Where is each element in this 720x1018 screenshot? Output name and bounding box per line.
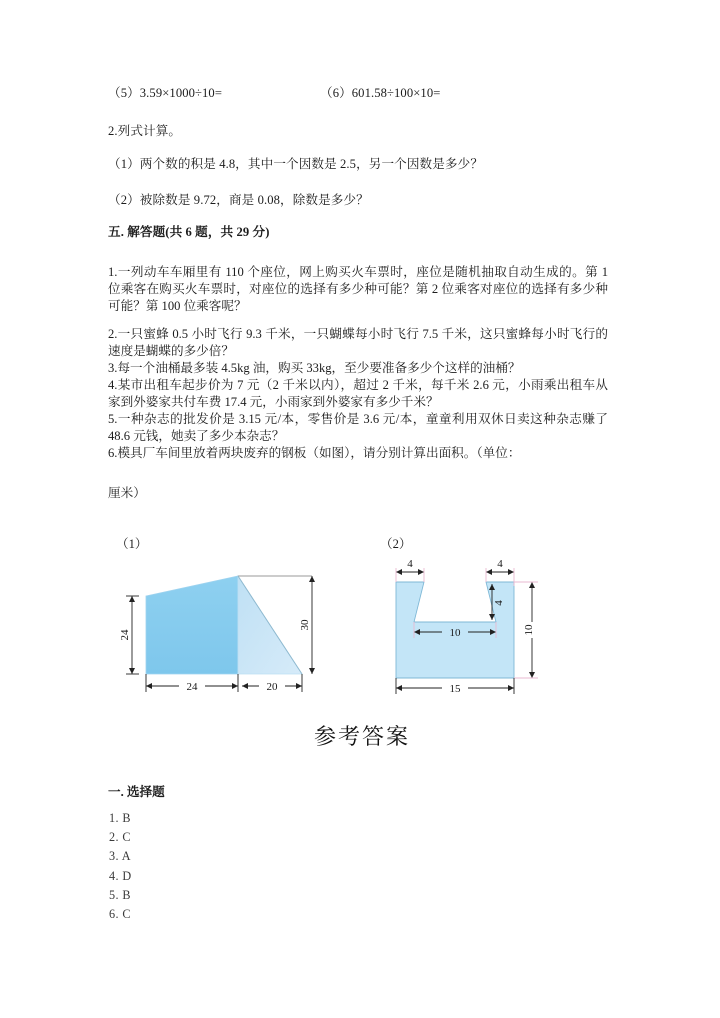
figure-2-dim-inner-depth: 4 [493,600,505,606]
figure-1-left-body [146,576,238,674]
figure-2-dim-bottom-arrow-l [396,685,402,691]
figure-2-svg [380,556,612,696]
answer-item: 6. C [109,907,131,922]
answer-item: 1. B [109,811,131,825]
figure-2-dim-inner-width: 10 [449,627,461,639]
figure-1-dim-bottom-right-arrow-r [296,683,302,689]
figures-row [108,536,616,706]
figure-1 [116,536,366,696]
figure-2-dim-right-height: 10 [523,624,535,636]
figure-1-dim-bottom-left-arrow-r [232,683,238,689]
figure-1-caption: （1） [116,537,148,551]
answer-item: 5. B [109,887,131,902]
figure-2-dim-top-left: 4 [407,558,413,570]
figure-2-dim-depth-arrow-bottom [489,614,495,620]
figure-1-dim-left-arrow-top [129,596,135,602]
figure-2-dim-bottom-width: 15 [449,683,461,695]
figure-2-dim-right-arrow-top [529,582,535,588]
problem-2: 2.一只蜜蜂 0.5 小时飞行 9.3 千米，一只蝴蝶每小时飞行 7.5 千米，这只蜜蜂每小时飞行的速度是蝴蝶的多少倍？ [108,327,608,359]
figure-2-dim-topleft-arrow-l [396,569,402,575]
figure-1-dim-right-arrow-top [309,576,315,582]
figure-2-dim-top-right: 4 [497,558,503,570]
figure-1-svg [116,556,364,696]
question-2-sub-1: （1）两个数的积是 4.8，其中一个因数是 2.5，另一个因数是多少？ [108,157,484,171]
figure-2-dim-topleft-arrow-r [418,569,424,575]
figure-2-dim-right-arrow-bottom [529,672,535,678]
problem-5: 5.一种杂志的批发价是 3.15 元/本，零售价是 3.6 元/本，童童利用双休日卖这种杂志赚了 48.6 元钱，她卖了多少本杂志？ [108,412,608,444]
figure-2-caption: （2） [380,537,412,551]
figure-1-dim-left-arrow-bottom [129,668,135,674]
figure-2-drawing [380,556,616,696]
figure-1-dim-bottom-right-arrow-l [242,683,248,689]
arithmetic-item-6: （6）601.58÷100×10= [320,86,441,100]
problem-1: 1.一列动车车厢里有 110 个座位，网上购买火车票时，座位是随机抽取自动生成的。第 1 位乘客在购买火车票时，对座位的选择有多少种可能？第 2 位乘客对座位的选择有多少种可能？第 100 位乘客呢？ [108,265,608,314]
problem-6-continuation: 厘米） [108,486,146,500]
problem-3: 3.每一个油桶最多装 4.5kg 油，购买 33kg，至少要准备多少个这样的油桶？ [108,361,521,375]
section-header-five: 五. 解答题(共 6 题，共 29 分) [108,225,270,239]
figure-1-dim-bottom-right: 20 [266,681,278,693]
question-2-sub-2: （2）被除数是 9.72，商是 0.08，除数是多少？ [108,193,369,207]
answers-section-header: 一. 选择题 [108,785,165,799]
figure-2-dim-bottom-arrow-r [508,685,514,691]
problem-4: 4.某市出租车起步价为 7 元（2 千米以内），超过 2 千米，每千米 2.6 元，小雨乘出租车从家到外婆家共付车费 17.4 元，小雨家到外婆家有多少千米？ [108,378,608,410]
answer-item: 3. A [109,849,131,864]
figure-2 [380,536,616,696]
answers-title: 参考答案 [313,724,410,749]
figure-2-dim-topright-arrow-r [508,569,514,575]
figure-2-dim-topright-arrow-l [486,569,492,575]
figure-1-dim-right-height: 30 [299,619,311,631]
answer-item: 2. C [109,830,131,845]
figure-1-dim-bottom-left: 24 [186,681,198,693]
problem-6: 6.模具厂车间里放着两块废弃的钢板（如图），请分别计算出面积。（单位： [108,446,521,460]
figure-1-dim-left-height: 24 [119,629,131,641]
arithmetic-items-row [108,85,616,101]
subsection-label-列式计算: 2.列式计算。 [108,124,182,138]
answers-list [109,809,132,924]
figure-1-drawing [116,556,366,696]
figure-1-dim-right-arrow-bottom [309,668,315,674]
figure-1-dim-bottom-left-arrow-l [146,683,152,689]
arithmetic-item-5: （5）3.59×1000÷10= [108,86,223,100]
answer-item: 4. D [109,868,132,883]
